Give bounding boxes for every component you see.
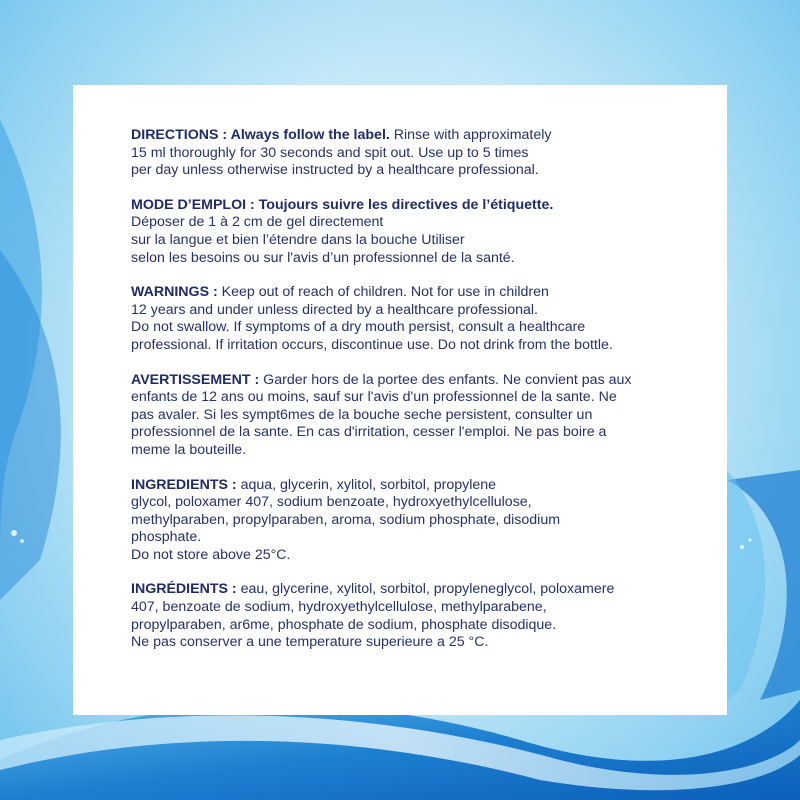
mode-emploi-line: selon les besoins ou sur l'avis d’un professionnel de la santé. (131, 249, 515, 266)
directions-text: Rinse with approximately (389, 127, 552, 143)
ingredients-fr-text: eau, glycerine, xylitol, sorbitol, propyleneglycol, poloxamere (236, 581, 615, 598)
avertissement-heading: AVERTISSEMENT : (131, 371, 260, 388)
ingredients-text: aqua, glycerin, xylitol, sorbitol, propylene (236, 476, 497, 493)
warnings-line (131, 284, 673, 302)
mode-emploi-heading: MODE D’EMPLOI : Toujours suivre les directives de l’étiquette. (131, 196, 554, 213)
warnings-text: Keep out of reach of children. Not for use in children (217, 284, 549, 301)
ingredients-fr-section (131, 581, 673, 651)
ingredients-line: phosphate. (131, 529, 202, 546)
directions-heading: DIRECTIONS : Always follow the label. (131, 127, 390, 143)
label-text-card (73, 85, 727, 715)
avertissement-line: pas avaler. Si les sympt6mes de la bouche seche persistent, consulter un (131, 406, 593, 423)
ingredients-line (131, 477, 673, 495)
ingredients-line: Do not store above 25°C. (131, 546, 291, 563)
mode-emploi-line: Déposer de 1 à 2 cm de gel directement (131, 214, 384, 231)
directions-section (131, 127, 673, 180)
warnings-line: 12 years and under unless directed by a healthcare professional. (131, 301, 538, 318)
avertissement-line: professionnel de la sante. En cas d'irritation, cesser l'emploi. Ne pas boire a (131, 424, 607, 441)
avertissement-text: Garder hors de la portee des enfants. Ne convient pas aux (259, 371, 632, 388)
warnings-line: Do not swallow. If symptoms of a dry mouth persist, consult a healthcare (131, 319, 586, 336)
directions-line: per day unless otherwise instructed by a healthcare professional. (131, 162, 539, 179)
warnings-line: professional. If irritation occurs, discontinue use. Do not drink from the bottle. (131, 336, 613, 353)
avertissement-section (131, 372, 673, 460)
ingredients-line: methylparaben, propylparaben, aroma, sodium phosphate, disodium (131, 511, 561, 528)
ingredients-heading: INGREDIENTS : (131, 476, 237, 493)
mode-emploi-line (131, 197, 673, 215)
avertissement-line: enfants de 12 ans ou moins, sauf sur l'avis d'un professionnel de la sante. Ne (131, 389, 617, 406)
mode-emploi-line: sur la langue et bien l’étendre dans la bouche Utiliser (131, 231, 465, 248)
ingredients-fr-line (131, 581, 673, 599)
warnings-heading: WARNINGS : (131, 284, 218, 301)
warnings-section (131, 284, 673, 354)
avertissement-line (131, 372, 673, 390)
ingredients-fr-line: Ne pas conserver a une temperature superieure a 25 °C. (131, 634, 489, 651)
ingredients-line: glycol, poloxamer 407, sodium benzoate, hydroxyethylcellulose, (131, 494, 532, 511)
ingredients-fr-heading: INGRÉDIENTS : (131, 581, 237, 598)
mode-emploi-section (131, 197, 673, 267)
ingredients-fr-line: 407, benzoate de sodium, hydroxyethylcellulose, methylparabene, (131, 599, 547, 616)
directions-line (131, 127, 673, 145)
ingredients-fr-line: propylparaben, ar6me, phosphate de sodium, phosphate disodique. (131, 616, 557, 633)
directions-line: 15 ml thoroughly for 30 seconds and spit out. Use up to 5 times (131, 144, 529, 161)
ingredients-section (131, 477, 673, 565)
avertissement-line: meme la bouteille. (131, 441, 247, 458)
